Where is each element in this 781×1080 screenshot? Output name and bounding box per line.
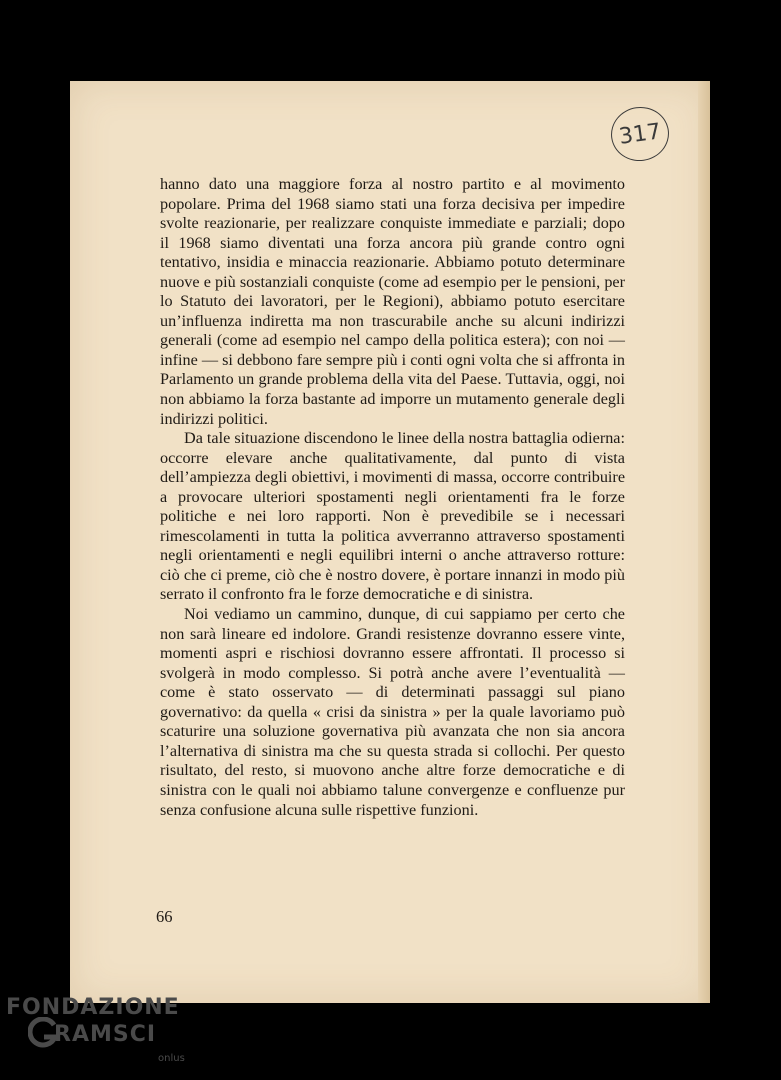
body-text [160,175,625,820]
paragraph-2: Da tale situazione discendono le linee della nostra battaglia odierna: occorre elevare anche qualitativamente, dal punto di vista dell’ampiezza degli obiettivi, i movimenti di massa, occorre contribuire a provocare ulteriori spostamenti negli orientamenti fra le forze politiche e nei loro rapporti. Non è prevedibile se i necessari rimescolamenti in tutta la politica avverranno attraverso spostamenti negli orientamenti e negli equilibri interni o anche attraverso rotture: ciò che ci preme, ciò che è nostro dovere, è portare innanzi in modo più serrato il confronto fra le forze democratiche e di sinistra. [160,429,625,604]
fondazione-gramsci-watermark [6,995,206,1075]
paragraph-3: Noi vediamo un cammino, dunque, di cui sappiamo per certo che non sarà lineare ed indolore. Grandi resistenze dovranno essere vinte, momenti aspri e rischiosi dovranno essere affrontati. Il processo si svolgerà in modo complesso. Si potrà anche avere l’eventualità — come è stato osservato — di determinati passaggi sul piano governativo: da quella « crisi da sinistra » per la quale lavoriamo può scaturire una soluzione governativa più avanzata che non sia ancora l’alternativa di sinistra ma che su questa strada si collochi. Per questo risultato, del resto, si muovono anche altre forze democratiche e di sinistra con le quali noi abbiamo talune convergenze e confluenze pur senza confusione alcuna sulle rispettive funzioni. [160,605,625,819]
paragraph-1: hanno dato una maggiore forza al nostro partito e al movimento popolare. Prima del 1968 siamo stati una forza decisiva per impedire svolte reazionarie, per realizzare conquiste immediate e parziali; dopo il 1968 siamo diventati una forza ancora più grande contro ogni tentativo, insidia e minaccia reazionarie. Abbiamo potuto determinare nuove e più sostanziali conquiste (come ad esempio per le pensioni, per lo Statuto dei lavoratori, per le Regioni), abbiamo potuto esercitare un’influenza indiretta ma non trascurabile anche su alcuni indirizzi generali (come ad esempio nel campo della politica estera); con noi — infine — si debbono fare sempre più i conti ogni volta che si affronta in Parlamento un grande problema della vita del Paese. Tuttavia, oggi, noi non abbiamo la forza bastante ad imporre un mutamento generale degli indirizzi politici. [160,175,625,428]
document-page [70,81,710,1003]
watermark-line-2: RAMSCI [54,1022,157,1047]
watermark-line-1: FONDAZIONE [6,995,180,1020]
watermark-suffix: onlus [158,1053,185,1064]
stamp-number: 317 [617,118,663,150]
page-number: 66 [156,907,173,926]
page-edge [698,81,710,1003]
archive-number-stamp [608,103,673,165]
